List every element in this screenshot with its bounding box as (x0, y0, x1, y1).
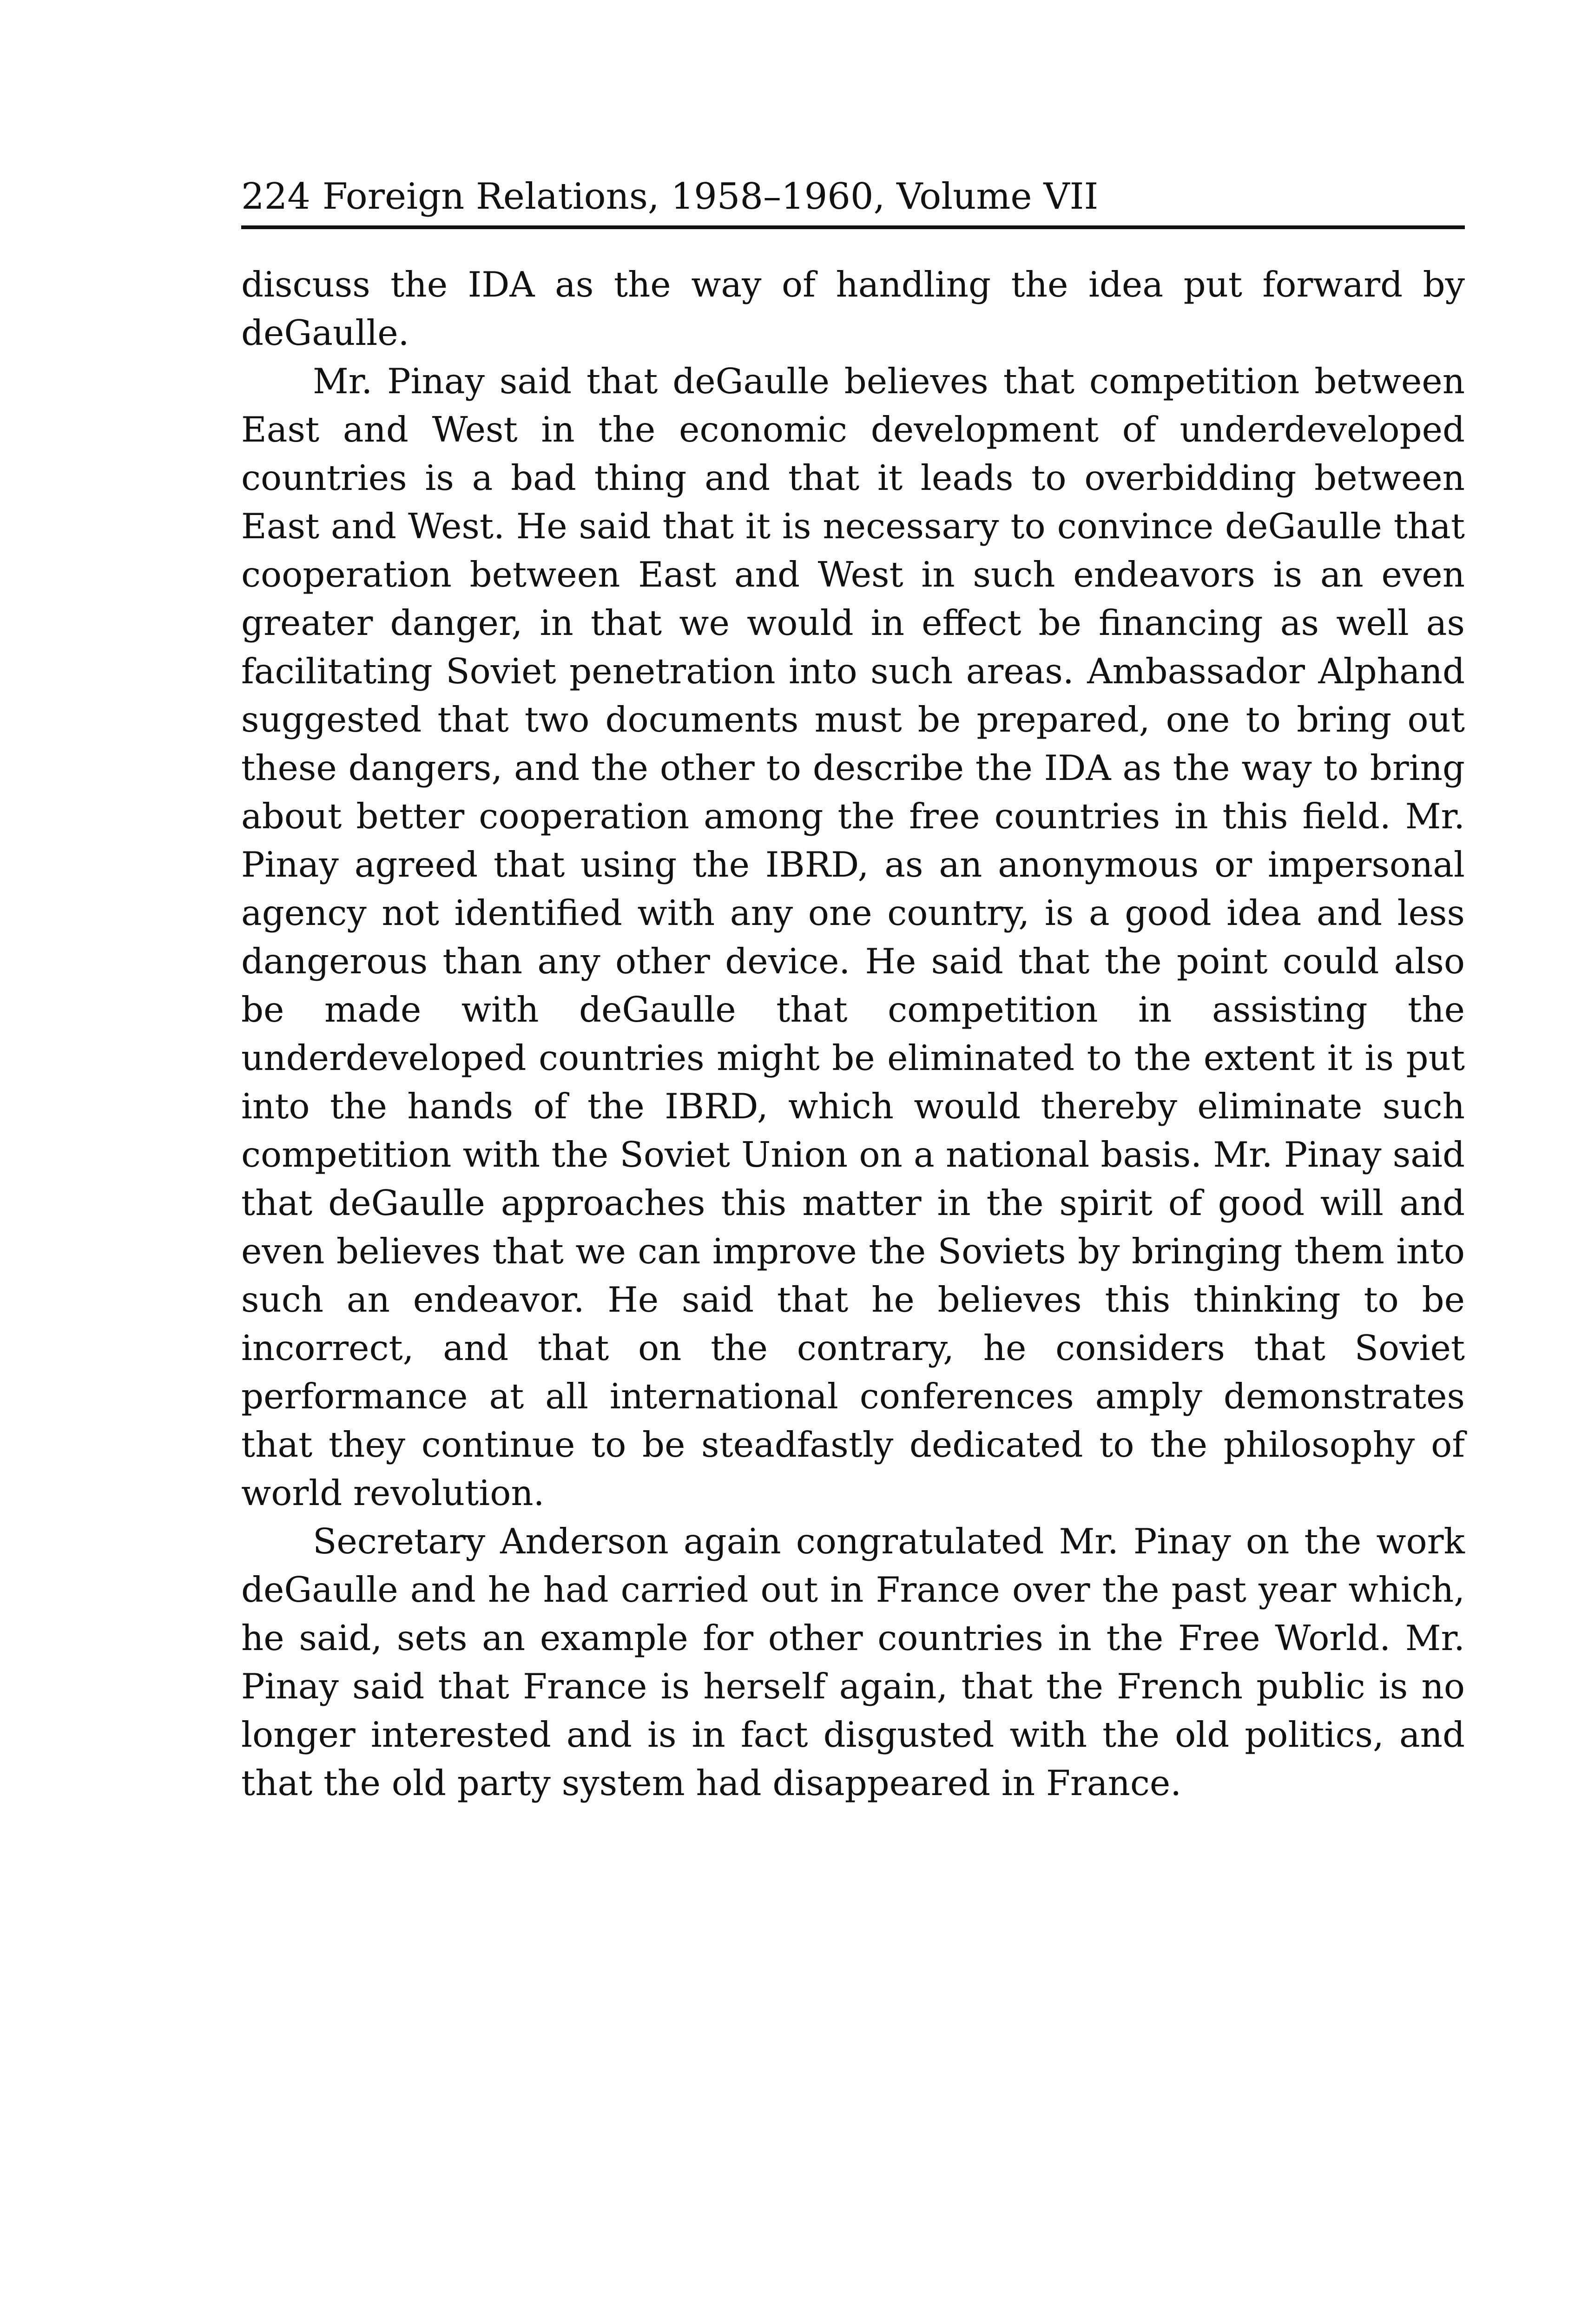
running-head (241, 171, 1465, 222)
running-title: Foreign Relations, 1958–1960, Volume VII (322, 176, 1099, 218)
page-number: 224 (241, 176, 310, 218)
body-text (241, 260, 1465, 1807)
paragraph-anderson-congratulations: Secretary Anderson again congratulated Mr. Pinay on the work deGaulle and he had carried out in France over the past year which, he said, sets an example for other countries in the Free World. Mr. Pinay said that France is herself again, that the French public is no longer interested and is in fact disgusted with the old politics, and that the old party system had disappeared in France. (241, 1521, 1465, 1803)
paragraph-pinay-degaulle: Mr. Pinay said that deGaulle believes that competition between East and West in the economic development of underdeveloped countries is a bad thing and that it leads to overbidding between East and West. He said that it is necessary to convince deGaulle that cooperation between East and West in such endeavors is an even greater danger, in that we would in effect be financing as well as facilitating Soviet penetration into such areas. Ambassador Alphand suggested that two documents must be prepared, one to bring out these dangers, and the other to describe the IDA as the way to bring about better cooperation among the free countries in this field. Mr. Pinay agreed that using the IBRD, as an anonymous or impersonal agency not identified with any one country, is a good idea and less dangerous than any other device. He said that the point could also be made with deGaulle that competition in assisting the underdeveloped countries might be eliminated to the extent it is put into the hands of the IBRD, which would thereby eliminate such competition with the Soviet Union on a national basis. Mr. Pinay said that deGaulle approaches this matter in the spirit of good will and even believes that we can improve the Soviets by bringing them into such an endeavor. He said that he believes this thinking to be incorrect, and that on the contrary, he considers that Soviet performance at all international conferences amply demonstrates that they continue to be steadfastly dedicated to the philosophy of world revolution. (241, 361, 1465, 1513)
paragraph-continued: discuss the IDA as the way of handling the idea put forward by deGaulle. (241, 264, 1465, 353)
header-rule (241, 225, 1465, 229)
